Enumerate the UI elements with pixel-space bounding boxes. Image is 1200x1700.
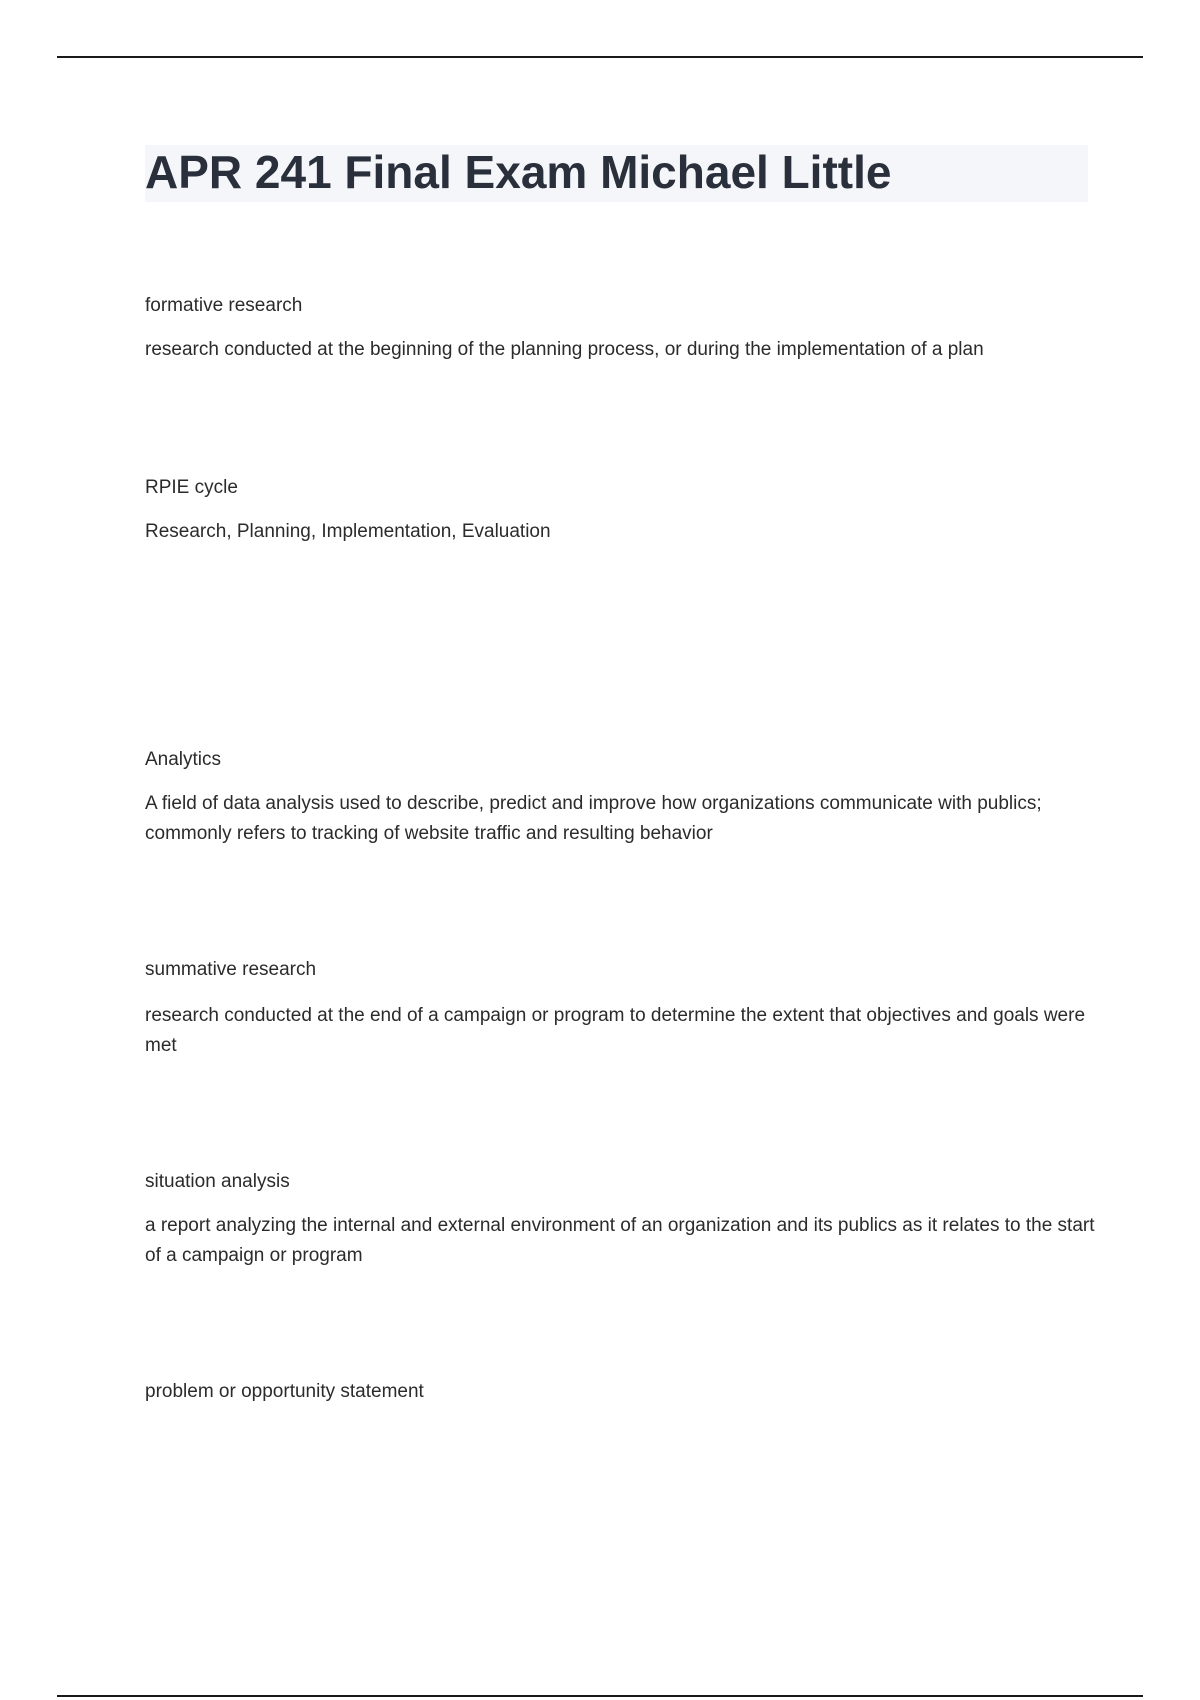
term-situation-analysis: situation analysis <box>145 1171 290 1192</box>
term-summative-research: summative research <box>145 959 317 980</box>
term-analytics: Analytics <box>145 749 222 770</box>
definition-rpie-cycle: Research, Planning, Implementation, Evaluation <box>145 521 551 542</box>
bottom-rule <box>57 1695 1143 1697</box>
term-formative-research: formative research <box>145 295 303 316</box>
term-rpie-cycle: RPIE cycle <box>145 477 238 498</box>
definition-summative-research: research conducted at the end of a campaign or program to determine the extent that objectives and goals were met <box>145 1005 1086 1056</box>
definition-analytics: A field of data analysis used to describe, predict and improve how organizations communicate with publics; commonly refers to tracking of website traffic and resulting behavior <box>145 793 1042 844</box>
term-problem-or-opportunity-statement: problem or opportunity statement <box>145 1381 424 1402</box>
definition-situation-analysis: a report analyzing the internal and external environment of an organization and its publics as it relates to the start of a campaign or program <box>145 1215 1095 1266</box>
page-title: APR 241 Final Exam Michael Little <box>145 146 892 198</box>
definition-formative-research: research conducted at the beginning of the planning process, or during the implementation of a plan <box>145 339 984 360</box>
top-rule <box>57 56 1143 58</box>
